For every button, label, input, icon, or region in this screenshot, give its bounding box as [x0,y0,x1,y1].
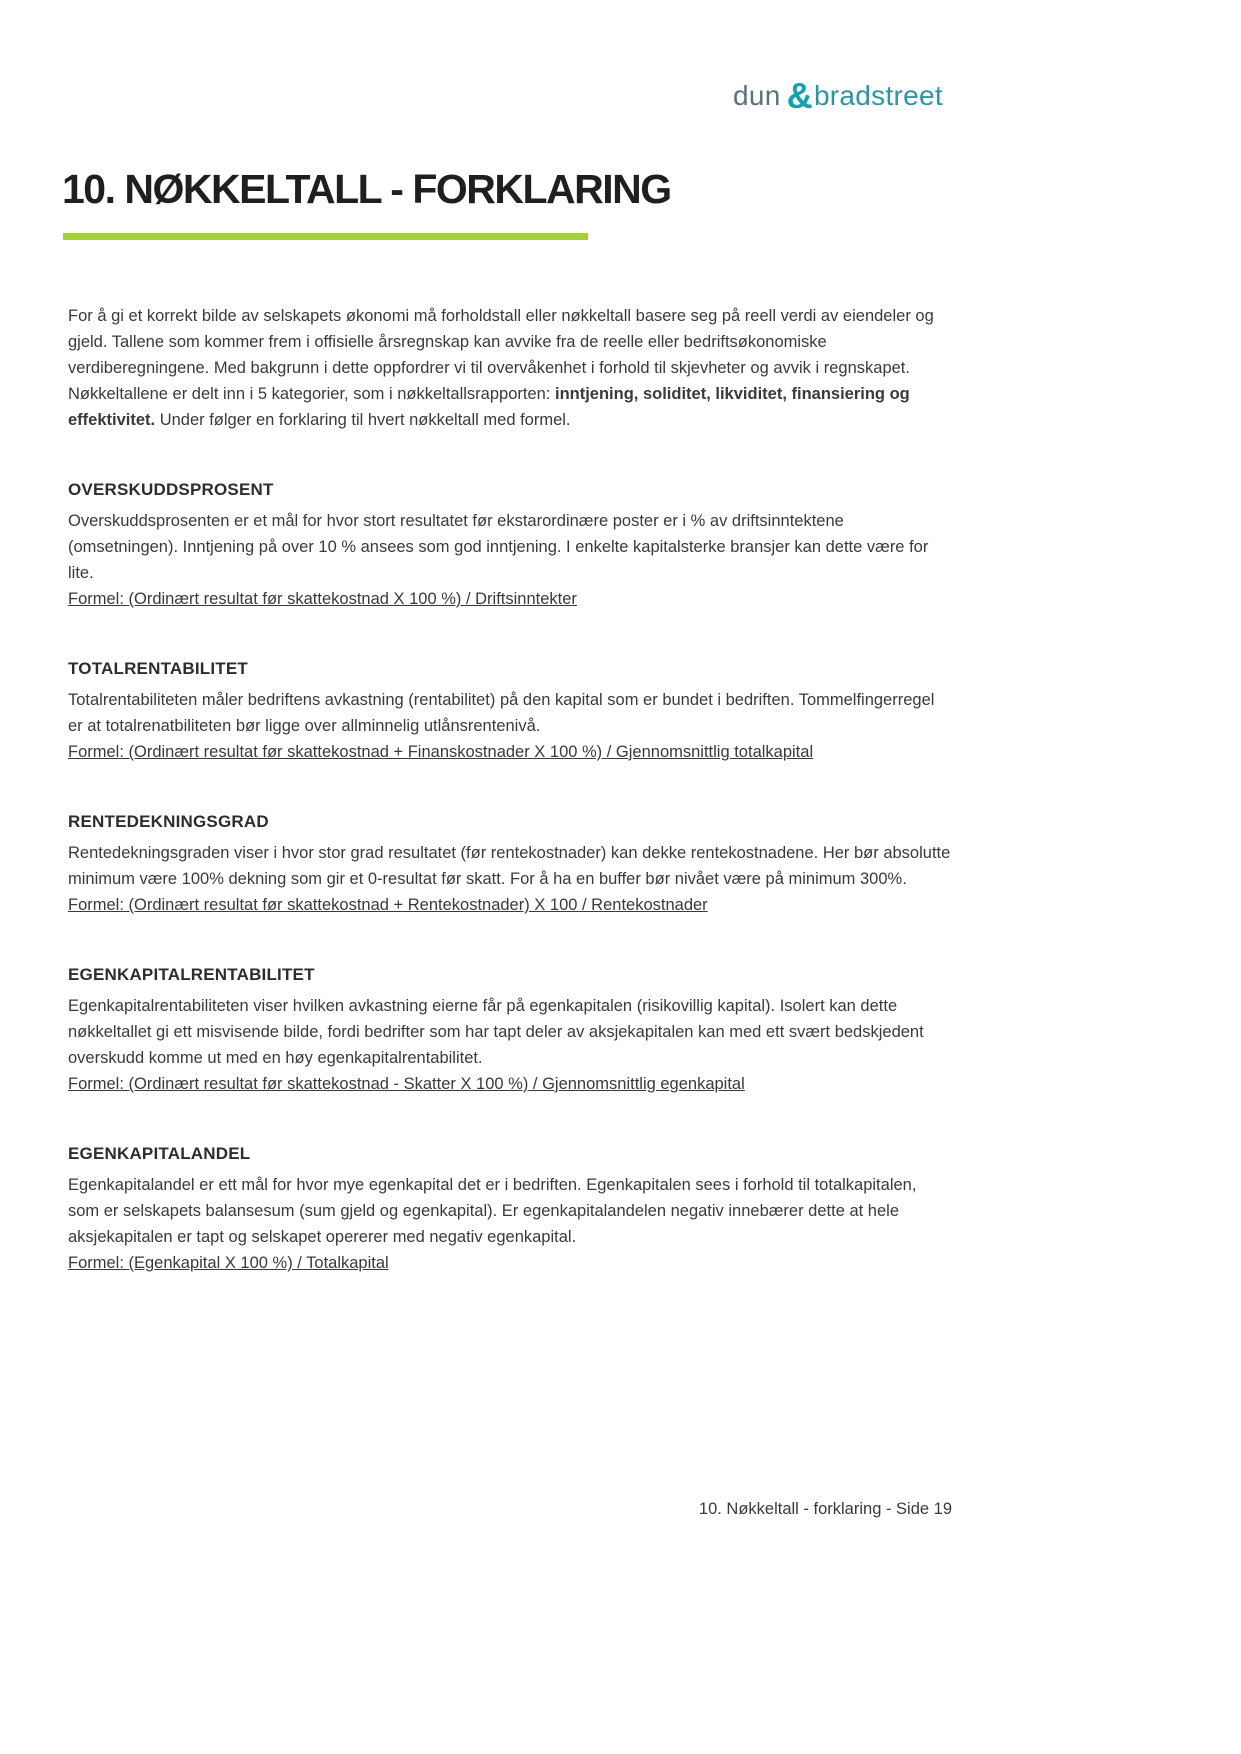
section-egenkapitalandel [68,1141,952,1276]
intro-paragraph-1: For å gi et korrekt bilde av selskapets økonomi må forholdstall eller nøkkeltall basere seg på reell verdi av eiendeler og gjeld. Tallene som kommer frem i offisielle årsregnskap kan avvike fra de reelle eller bedriftsøkonomiske verdiberegningene. Med bakgrunn i dette oppfordrer vi til overvåkenhet i forhold til skjevheter og avvik i regnskapet. [68,307,934,377]
section-formula: Formel: (Ordinært resultat før skattekostnad - Skatter X 100 %) / Gjennomsnittlig egenkapital [68,1075,745,1093]
section-formula: Formel: (Ordinært resultat før skattekostnad + Finanskostnader X 100 %) / Gjennomsnittlig totalkapital [68,743,814,761]
section-heading: RENTEDEKNINGSGRAD [68,812,269,831]
section-egenkapitalrentabilitet [68,962,952,1097]
logo-text-bradstreet: bradstreet [813,80,944,111]
section-heading: TOTALRENTABILITET [68,659,248,678]
intro-paragraph-2 [68,381,952,433]
section-rentedekningsgrad [68,809,952,918]
intro-p2-start: Nøkkeltallene er delt inn i 5 kategorier, som i nøkkeltallsrapporten: [68,385,555,403]
dun-bradstreet-logo [733,72,943,114]
section-formula: Formel: (Ordinært resultat før skattekostnad X 100 %) / Driftsinntekter [68,590,577,608]
intro-p2-end: Under følger en forklaring til hvert nøkkeltall med formel. [155,411,571,429]
section-body: Rentedekningsgraden viser i hvor stor grad resultatet (før rentekostnader) kan dekke rentekostnadene. Her bør absolutte minimum være 100% dekning som gir et 0-resultat før skatt. For å ha en buffer bør nivået være på minimum 300%. [68,844,951,888]
page-title: 10. NØKKELTALL - FORKLARING [62,166,671,212]
section-heading: EGENKAPITALRENTABILITET [68,965,315,984]
section-body: Egenkapitalandel er ett mål for hvor mye egenkapital det er i bedriften. Egenkapitalen sees i forhold til totalkapitalen, som er selskapets balansesum (sum gjeld og egenkapital). Er egenkapitalandelen negativ innebærer dette at hele aksjekapitalen er tapt og selskapet opererer med negativ egenkapital. [68,1176,917,1246]
section-body: Overskuddsprosenten er et mål for hvor stort resultatet før ekstarordinære poster er i % av driftsinntektene (omsetningen). Inntjening på over 10 % ansees som god inntjening. I enkelte kapitalsterke bransjer kan dette være for lite. [68,512,929,582]
page-footer: 10. Nøkkeltall - forklaring - Side 19 [698,1500,952,1518]
intro-p2-categories-bold: inntjening, soliditet, likviditet, finansiering og effektivitet. [68,385,910,429]
section-totalrentabilitet [68,656,952,765]
logo-text-dun: dun [733,80,781,111]
section-heading: OVERSKUDDSPROSENT [68,480,274,499]
section-formula: Formel: (Egenkapital X 100 %) / Totalkapital [68,1254,389,1272]
section-formula: Formel: (Ordinært resultat før skattekostnad + Rentekostnader) X 100 / Rentekostnader [68,896,708,914]
section-body: Totalrentabiliteten måler bedriftens avkastning (rentabilitet) på den kapital som er bundet i bedriften. Tommelfingerregel er at totalrenatbiliteten bør ligge over allminnelig utlånsrentenivå. [68,691,935,735]
content-column [68,303,952,1276]
section-overskuddsprosent [68,477,952,612]
section-heading: EGENKAPITALANDEL [68,1144,251,1163]
title-accent-bar [63,233,588,240]
logo-ampersand-icon: & [786,75,813,116]
section-body: Egenkapitalrentabiliteten viser hvilken avkastning eierne får på egenkapitalen (risikovillig kapital). Isolert kan dette nøkkeltallet gi ett misvisende bilde, fordi bedrifter som har tapt deler av aksjekapitalen kan med ett svært bedskjedent overskudd komme ut med en høy egenkapitalrentabilitet. [68,997,924,1067]
